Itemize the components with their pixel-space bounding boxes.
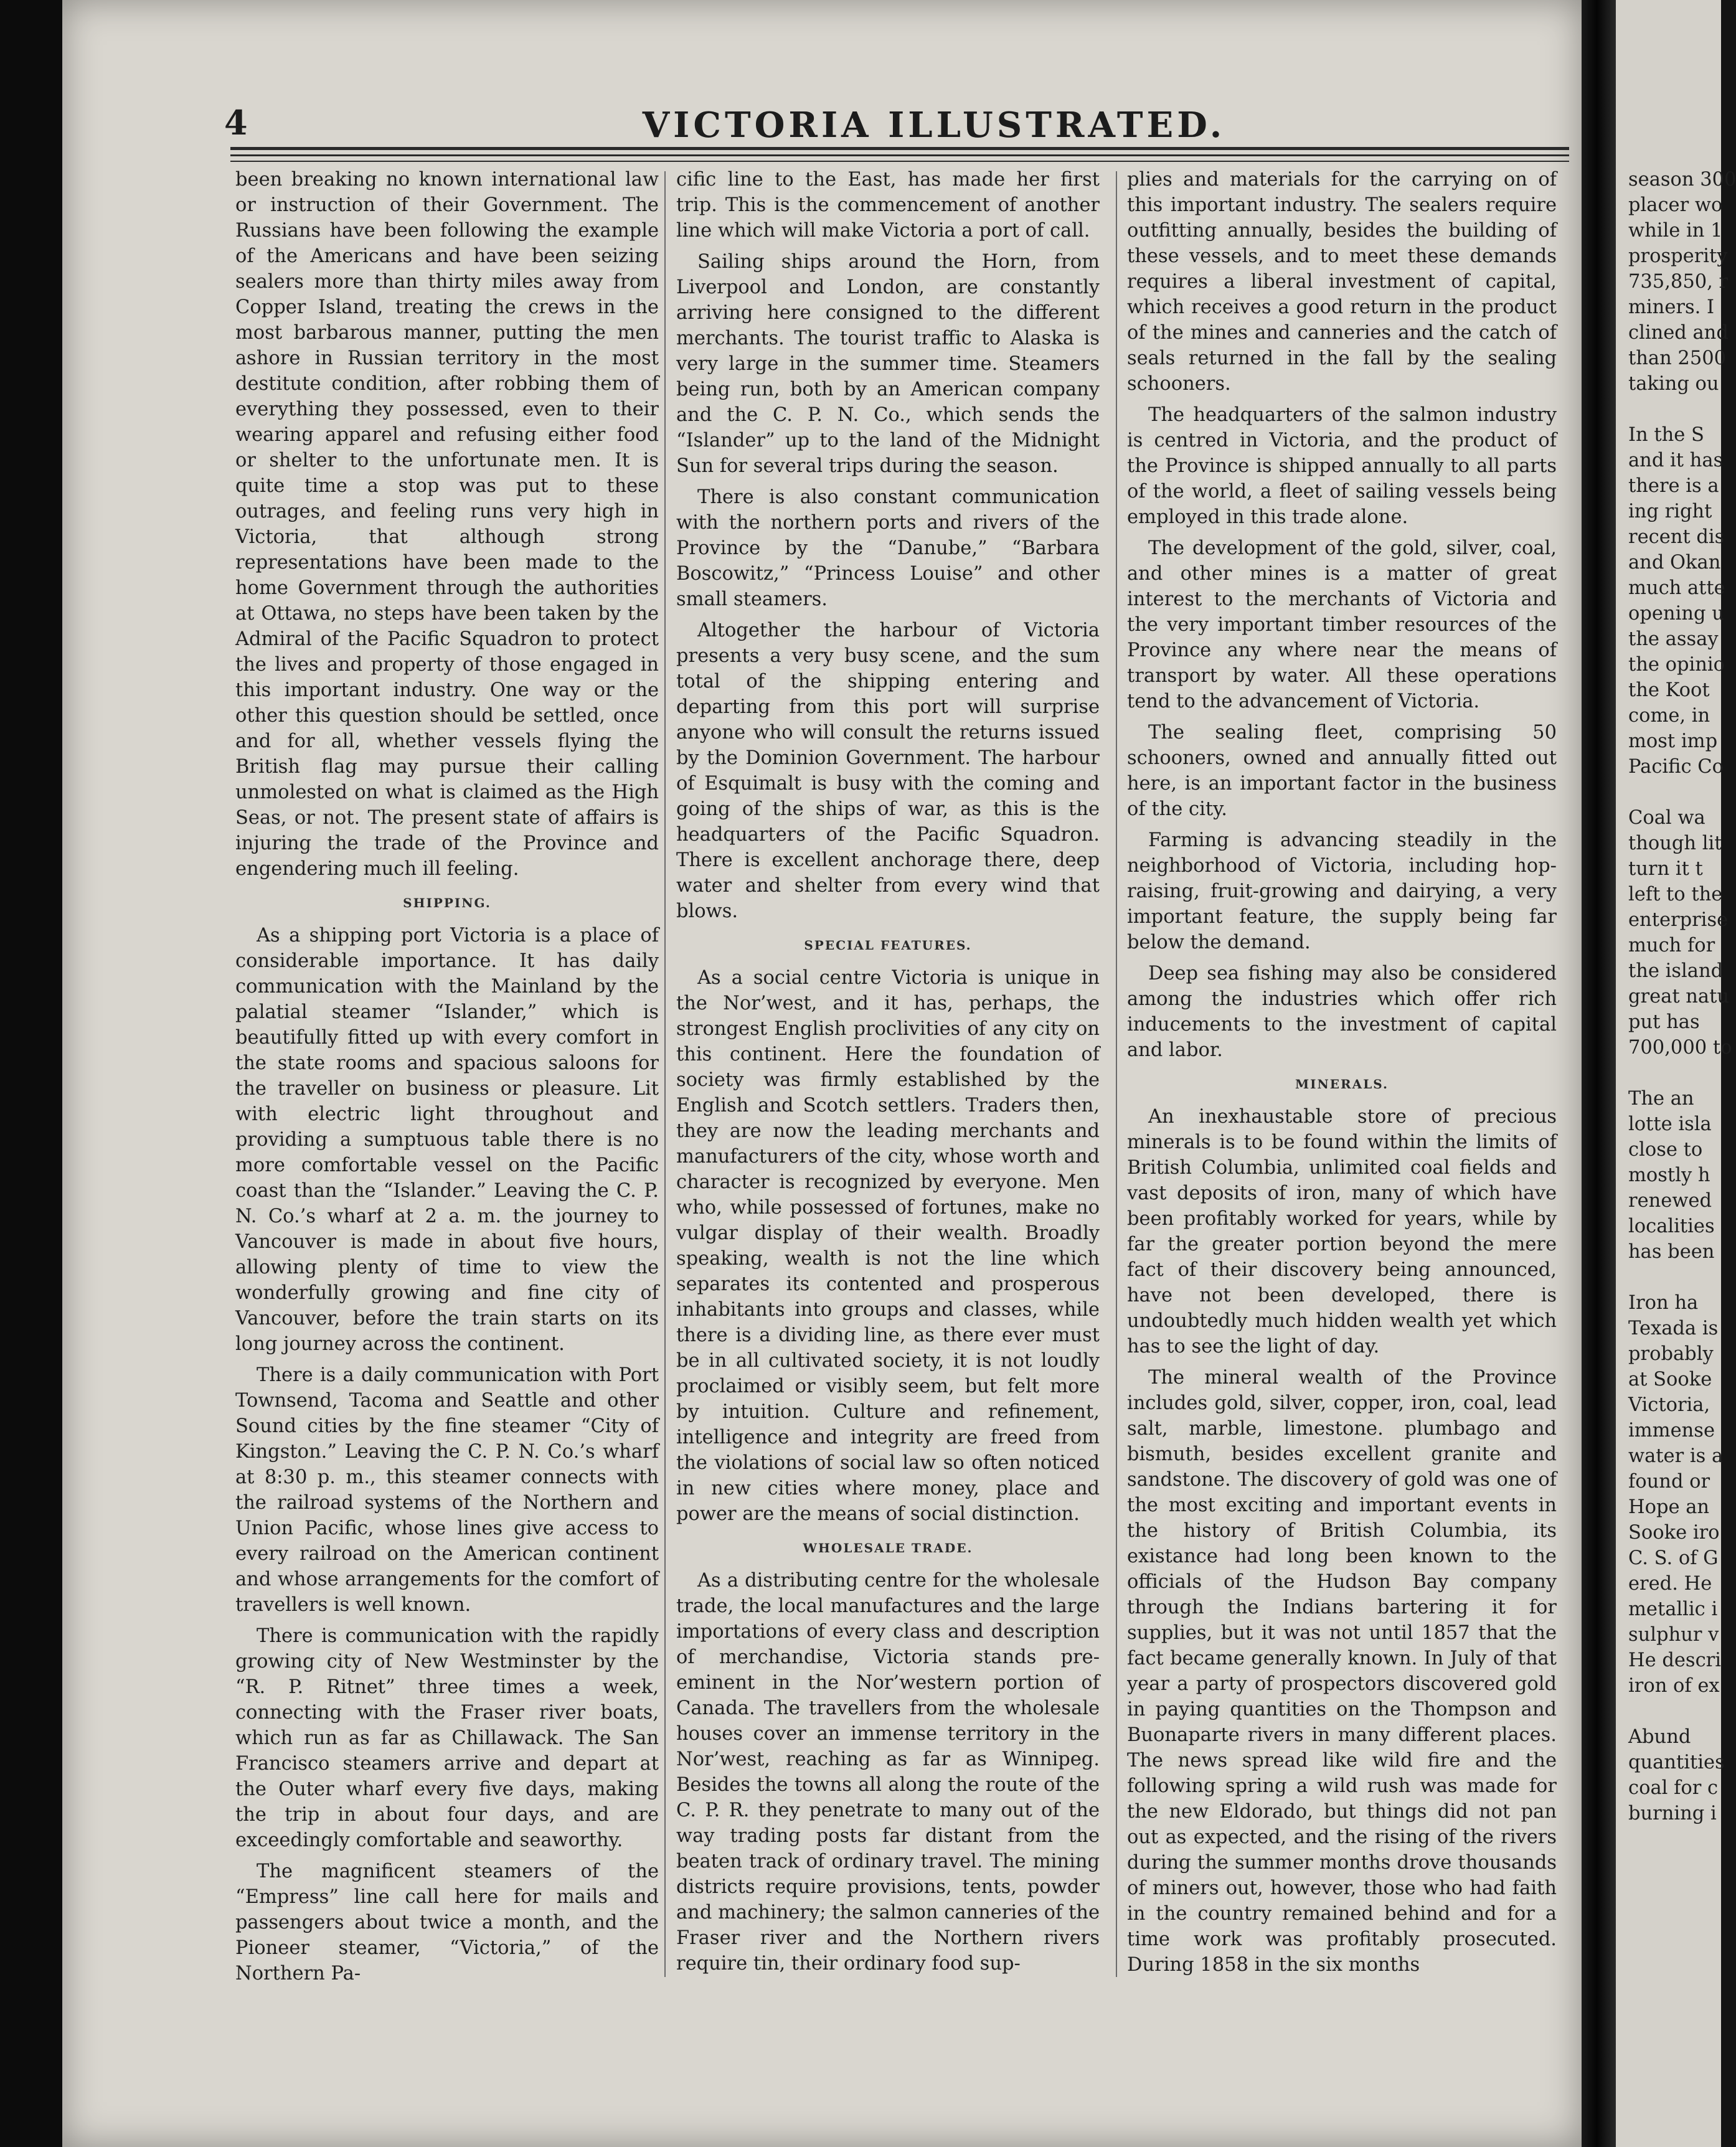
fragment-line: Coal wa <box>1628 807 1705 829</box>
adjacent-page-fragment <box>1616 0 1736 2147</box>
section-heading-minerals: MINERALS. <box>1295 1077 1389 1092</box>
column-1-paragraph-3: There is a daily communication with Port Townsend, Tacoma and Seattle and other Sound cities by the fine steamer “City of Kingston.” Leaving the C. P. N. Co.’s wharf at 8:30 p. m., this steamer connects with the railroad systems of the Northern and Union Pacific, whose lines give access to every railroad on the American continent and whose arrangements for the comfort of travellers is well known. <box>235 1364 659 1616</box>
column-2-paragraph-5: As a social centre Victoria is unique in the Nor’west, and it has, perhaps, the strongest English proclivities of any city on this continent. Here the foundation of society was firmly established by the English and Scotch settlers. Traders then, they are now the leading merchants and manufacturers of the city, whose worth and character is recognized by everyone. Men who, while possessed of fortunes, make no vulgar display of their wealth. Broadly speaking, wealth is not the line which separates its contented and prosperous inhabitants into groups and classes, while there is a dividing line, as there ever must be in all cultivated society, it is not loudly proclaimed or visibly seem, but felt more by intuition. Culture and refinement, intelligence and integrity are freed from the violations of social law so often noticed in new cities where money, place and power are the means of social distinction. <box>676 967 1100 1525</box>
fragment-line: 735,850, r <box>1628 271 1729 293</box>
column-divider-2 <box>1116 171 1117 1977</box>
scan-left-border <box>0 0 62 2147</box>
column-3-paragraph-1: plies and materials for the carrying on of this important industry. The sealers require outfitting annually, besides the building of these vessels, and to meet these demands requires a liberal investment of capital, which receives a good return in the product of the mines and canneries and the catch of seals returned in the fall by the sealing schooners. <box>1127 169 1557 395</box>
fragment-line: the opinio <box>1628 654 1725 676</box>
fragment-line: C. S. of G <box>1628 1547 1719 1569</box>
column-3-paragraph-2: The headquarters of the salmon industry is centred in Victoria, and the product of the Province is shipped annually to all parts of the world, a fleet of sailing vessels being employed in this trade alone. <box>1127 404 1557 528</box>
column-divider-1 <box>664 171 666 1977</box>
fragment-line: lotte isla <box>1628 1113 1712 1135</box>
fragment-line: placer wo <box>1628 194 1723 216</box>
fragment-line: turn it t <box>1628 858 1703 880</box>
column-1-paragraph-5: The magnificent steamers of the “Empress” line call here for mails and passengers about twice a month, and the Pioneer steamer, “Victoria,” of the Northern Pa- <box>235 1861 659 1984</box>
fragment-line: has been <box>1628 1241 1715 1263</box>
article-column-2 <box>676 167 1100 1985</box>
article-column-1 <box>235 167 659 1985</box>
column-1-paragraph-1: been breaking no known international law or instruction of their Government. The Russians have been following the example of the Americans and have been seizing sealers more than thirty miles away from Copper Island, treating the crews in the most barbarous manner, putting the men ashore in Russian territory in the most destitute condition, after robbing them of everything they possessed, even to their wearing apparel and refusing either food or shelter to the unfortunate men. It is quite time a stop was put to these outrages, and feeling runs very high in Victoria, that although strong representations have been made to the home Government through the authorities at Ottawa, no steps have been taken by the Admiral of the Pacific Squadron to protect the lives and property of those engaged in this important industry. One way or the other this question should be settled, once and for all, whether vessels flying the British flag may pursue their calling unmolested on what is claimed as the High Seas, or not. The present state of affairs is injuring the trade of the Province and engendering much ill feeling. <box>235 169 659 880</box>
fragment-line: Hope an <box>1628 1496 1710 1518</box>
fragment-line: at Sooke <box>1628 1369 1712 1390</box>
fragment-line: Abund <box>1628 1726 1691 1748</box>
fragment-line: while in 1 <box>1628 220 1723 242</box>
fragment-line <box>1628 1699 1736 1724</box>
fragment-line: burning i <box>1628 1803 1717 1824</box>
fragment-line: and Okan <box>1628 552 1721 573</box>
fragment-line: Texada is <box>1628 1318 1719 1339</box>
column-2-paragraph-6: As a distributing centre for the wholesale trade, the local manufactures and the large importations of every class and description of merchandise, Victoria stands pre-eminent in the Nor’western portion of Canada. The travellers from the wholesale houses cover an immense territory in the Nor’west, reaching as far as Winnipeg. Besides the towns all along the route of the C. P. R. they penetrate to many out of the way trading posts far distant from the beaten track of ordinary travel. The mining districts require provisions, tents, powder and machinery; the salmon canneries of the Fraser river and the Northern rivers require tin, their ordinary food sup- <box>676 1570 1100 1975</box>
fragment-line: found or <box>1628 1471 1710 1493</box>
fragment-line: the Koot <box>1628 679 1710 701</box>
fragment-line: the assay <box>1628 628 1719 650</box>
fragment-line: though lit <box>1628 833 1722 854</box>
fragment-line: probably <box>1628 1343 1714 1365</box>
fragment-line <box>1628 397 1736 422</box>
column-3-paragraph-3: The development of the gold, silver, coal, and other mines is a matter of great interest to the merchants of Victoria and the very important timber resources of the Province any where near the means of transport by water. All these operations tend to the advancement of Victoria. <box>1127 537 1557 712</box>
fragment-line <box>1628 1060 1736 1086</box>
fragment-line: 700,000 to <box>1628 1037 1732 1059</box>
section-heading-shipping: SHIPPING. <box>403 895 491 910</box>
fragment-line: renewed <box>1628 1190 1712 1212</box>
column-3-paragraph-6: Deep sea fishing may also be considered among the industries which offer rich inducements to the investment of capital and labor. <box>1127 963 1557 1061</box>
fragment-line: season 300 <box>1628 169 1736 191</box>
fragment-line: ered. He <box>1628 1573 1712 1595</box>
fragment-line: coal for c <box>1628 1777 1719 1799</box>
fragment-line <box>1628 780 1736 805</box>
fragment-line: prosperity <box>1628 245 1728 267</box>
column-2-paragraph-2: Sailing ships around the Horn, from Liverpool and London, are constantly arriving here consigned to the different merchants. The tourist traffic to Alaska is very large in the summer time. Steamers being run, both by an American company and the C. P. N. Co., which sends the “Islander” up to the land of the Midnight Sun for several trips during the season. <box>676 251 1100 477</box>
fragment-line: recent dis <box>1628 526 1725 548</box>
fragment-line: enterprise <box>1628 909 1729 931</box>
fragment-line: and it has <box>1628 450 1724 471</box>
fragment-line: Iron ha <box>1628 1292 1699 1314</box>
fragment-line: water is a <box>1628 1445 1724 1467</box>
fragment-line: Victoria, <box>1628 1394 1710 1416</box>
fragment-line: there is a <box>1628 475 1719 497</box>
fragment-line: put has <box>1628 1011 1700 1033</box>
column-2-paragraph-1: cific line to the East, has made her first trip. This is the commencement of another line which will make Victoria a port of call. <box>676 169 1100 242</box>
fragment-line: close to <box>1628 1139 1703 1161</box>
adjacent-page-text <box>1628 167 1736 1826</box>
column-3-paragraph-7: An inexhaustable store of precious minerals is to be found within the limits of British Columbia, unlimited coal fields and vast deposits of iron, many of which have been profitably worked for years, while by far the greater portion beyond the mere fact of their discovery being announced, have not been developed, there is undoubtedly much hidden wealth yet which has to see the light of day. <box>1127 1106 1557 1357</box>
fragment-line: come, in <box>1628 705 1710 727</box>
fragment-line: than 2500 <box>1628 347 1727 369</box>
fragment-line: miners. I <box>1628 296 1715 318</box>
fragment-line: mostly h <box>1628 1164 1710 1186</box>
fragment-line: localities <box>1628 1215 1715 1237</box>
fragment-line: The an <box>1628 1088 1694 1110</box>
section-heading-wholesale-trade: WHOLESALE TRADE. <box>803 1541 973 1555</box>
fragment-line: In the S <box>1628 424 1704 446</box>
fragment-line: He descri <box>1628 1649 1721 1671</box>
fragment-line: Pacific Co <box>1628 756 1724 778</box>
fragment-line: metallic i <box>1628 1598 1718 1620</box>
fragment-line: Sooke iro <box>1628 1522 1720 1544</box>
page-number: 4 <box>224 103 248 143</box>
header-rule-middle <box>230 154 1569 156</box>
fragment-line: left to the <box>1628 884 1723 905</box>
book-gutter <box>1582 0 1616 2147</box>
fragment-line: sulphur v <box>1628 1624 1719 1646</box>
fragment-line: opening u <box>1628 603 1724 625</box>
fragment-line: much atte <box>1628 577 1725 599</box>
column-1-paragraph-2: As a shipping port Victoria is a place of considerable importance. It has daily communication with the Mainland by the palatial steamer “Islander,” which is beautifully fitted up with every comfort in the state rooms and spacious saloons for the traveller on business or pleasure. Lit with electric light throughout and providing a sumptuous table there is no more comfortable vessel on the Pacific coast than the “Islander.” Leaving the C. P. N. Co.’s wharf at 2 a. m. the journey to Vancouver is made in about five hours, allowing plenty of time to view the wonderfully growing and fine city of Vancouver, before the train starts on its long journey across the continent. <box>235 925 659 1355</box>
column-3-paragraph-8: The mineral wealth of the Province includes gold, silver, copper, iron, coal, lead salt, marble, limestone. plumbago and bismuth, besides excellent granite and sandstone. The discovery of gold was one of the most exciting and important events in the history of British Columbia, its existance had long been known to the officials of the Hudson Bay company through the Indians bartering it for supplies, but it was not until 1857 that the fact became generally known. In July of that year a party of prospectors discovered gold in paying quantities on the Thompson and Buonaparte rivers in many different places. The news spread like wild fire and the following spring a wild rush was made for the new Eldorado, but things did not pan out as expected, and the rising of the rivers during the summer months drove thousands of miners out, however, those who had faith in the country remained behind and for a time work was profitably prosecuted. During 1858 in the six months <box>1127 1367 1557 1976</box>
fragment-line: much for <box>1628 935 1715 956</box>
column-3-paragraph-4: The sealing fleet, comprising 50 schooners, owned and annually fitted out here, is an important factor in the business of the city. <box>1127 722 1557 820</box>
fragment-line: taking ou <box>1628 373 1719 395</box>
header-rule-thin <box>230 161 1569 162</box>
fragment-line: most imp <box>1628 730 1718 752</box>
column-2-paragraph-3: There is also constant communication with the northern ports and rivers of the Province by the “Danube,” “Barbara Boscowitz,” “Princess Louise” and other small steamers. <box>676 486 1100 610</box>
fragment-line: great natu <box>1628 986 1730 1007</box>
fragment-line: the island <box>1628 960 1724 982</box>
column-3-paragraph-5: Farming is advancing steadily in the neighborhood of Victoria, including hop-raising, fruit-growing and dairying, a very important feature, the supply being far below the demand. <box>1127 829 1557 953</box>
header-rule-thick <box>230 147 1569 150</box>
section-heading-special-features: SPECIAL FEATURES. <box>804 938 972 953</box>
fragment-line: clined and <box>1628 322 1729 344</box>
column-1-paragraph-4: There is communication with the rapidly growing city of New Westminster by the “R. P. Ritnet” three times a week, connecting with the Fraser river boats, which run as far as Chillawack. The San Francisco steamers arrive and depart at the Outer wharf every five days, making the trip in about four days, and are exceedingly comfortable and seaworthy. <box>235 1625 659 1851</box>
fragment-line <box>1628 1265 1736 1290</box>
column-2-paragraph-4: Altogether the harbour of Victoria presents a very busy scene, and the sum total of the shipping entering and departing from this port will surprise anyone who will consult the returns issued by the Dominion Government. The harbour of Esquimalt is busy with the coming and going of the ships of war, as this is the headquarters of the Pacific Squadron. There is excellent anchorage there, deep water and shelter from every wind that blows. <box>676 620 1100 922</box>
masthead-title: VICTORIA ILLUSTRATED. <box>642 105 1226 146</box>
fragment-line: ing right <box>1628 501 1712 522</box>
fragment-line: quantities <box>1628 1752 1725 1773</box>
article-column-3 <box>1127 167 1557 1985</box>
fragment-line: immense <box>1628 1420 1715 1442</box>
fragment-line: iron of ex <box>1628 1675 1720 1697</box>
